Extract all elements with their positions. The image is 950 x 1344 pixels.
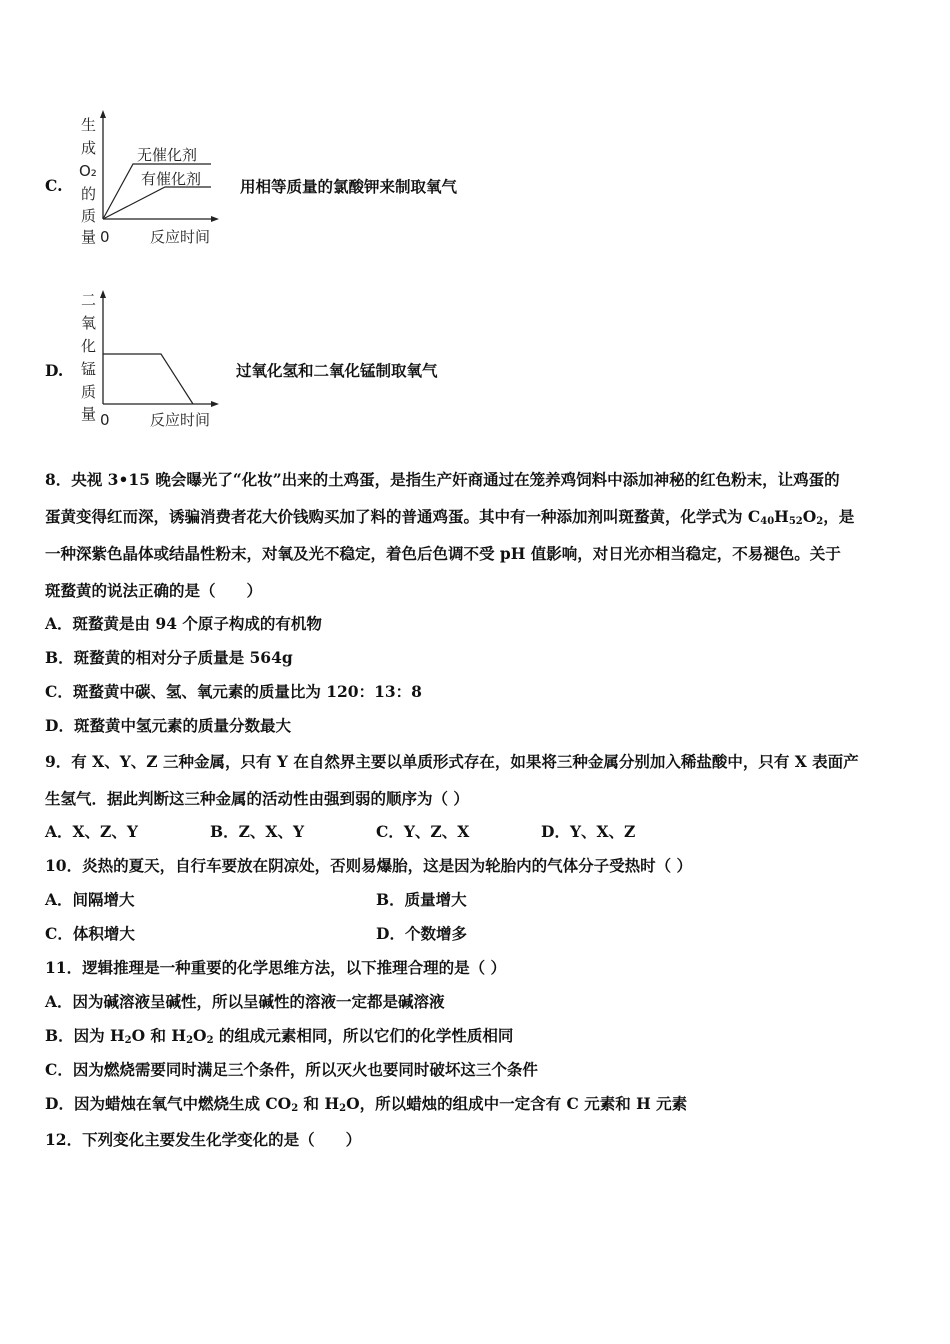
option-c-label: C.	[45, 176, 63, 195]
q8-line-2	[45, 498, 907, 535]
question-8-stem	[45, 461, 907, 609]
q11-d-sub1: 2	[291, 1103, 299, 1114]
option-d-graph	[75, 287, 225, 429]
q8-o: O	[802, 507, 817, 526]
q11-option-a: A．因为碱溶液呈碱性，所以呈碱性的溶液一定都是碱溶液	[45, 992, 445, 1011]
q11-d-post: O，所以蜡烛的组成中一定含有 C 元素和 H 元素	[346, 1094, 688, 1113]
c-origin: 0	[100, 228, 110, 246]
q10-stem: 10．炎热的夏天，自行车要放在阴凉处，否则易爆胎，这是因为轮胎内的气体分子受热时（ ）	[45, 856, 692, 875]
q9-option-a: A．X、Z、Y	[45, 822, 138, 841]
q11-b-pre: B．因为 H	[45, 1026, 125, 1045]
c-line2-label: 有催化剂	[141, 170, 202, 188]
c-ylabel-6: 量	[81, 228, 97, 246]
q10-option-b: B．质量增大	[376, 890, 467, 909]
q11-d-mid: 和 H	[298, 1094, 340, 1113]
q11-b-sub1: 2	[124, 1035, 132, 1046]
q11-b-sub2: 2	[186, 1035, 194, 1046]
q11-option-c: C．因为燃烧需要同时满足三个条件，所以灭火也要同时破坏这三个条件	[45, 1060, 538, 1079]
q11-b-post: 的组成元素相同，所以它们的化学性质相同	[213, 1026, 514, 1045]
c-ylabel-4: 的	[81, 185, 97, 203]
c-line-catalyst	[103, 187, 211, 219]
d-ylabel-6: 量	[81, 405, 97, 423]
q8-sub-h: 52	[788, 516, 803, 527]
option-c-description: 用相等质量的氯酸钾来制取氧气	[240, 177, 458, 196]
q8-sub-c: 40	[760, 516, 775, 527]
question-9-stem	[45, 743, 907, 817]
c-ylabel-3: O₂	[79, 162, 97, 180]
q11-d-pre: D．因为蜡烛在氧气中燃烧生成 CO	[45, 1094, 292, 1113]
q9-option-c: C．Y、Z、X	[376, 822, 470, 841]
q8-line-3: 一种深紫色晶体或结晶性粉末，对氧及光不稳定，着色后色调不受 pH 值影响，对日光亦相当稳定，不易褪色。关于	[45, 544, 841, 563]
q8-option-c: C．斑蝥黄中碳、氢、氧元素的质量比为 120：13：8	[45, 682, 422, 701]
d-line	[103, 354, 193, 404]
d-ylabel-5: 质	[81, 383, 97, 401]
option-d-label: D.	[45, 361, 64, 380]
c-ylabel-5: 质	[81, 207, 97, 225]
c-xlabel: 反应时间	[150, 228, 211, 246]
q8-option-d: D．斑蝥黄中氢元素的质量分数最大	[45, 716, 291, 735]
d-ylabel-3: 化	[81, 337, 97, 355]
q11-option-b	[45, 1026, 513, 1046]
q11-stem: 11．逻辑推理是一种重要的化学思维方法，以下推理合理的是（ ）	[45, 958, 506, 977]
q8-line2-post: ，是	[823, 507, 855, 526]
q8-line-1: 8．央视 3•15 晚会曝光了“化妆”出来的土鸡蛋，是指生产奸商通过在笼养鸡饲料中添加神秘的红色粉末，让鸡蛋的	[45, 470, 840, 489]
q12-stem: 12．下列变化主要发生化学变化的是（ ）	[45, 1130, 362, 1149]
q11-b-mid2: O	[193, 1026, 207, 1045]
c-ylabel-1: 生	[81, 116, 97, 134]
q8-option-b: B．斑蝥黄的相对分子质量是 564g	[45, 648, 293, 667]
q8-h: H	[774, 507, 789, 526]
d-y-arrow	[100, 290, 106, 298]
q10-option-d: D．个数增多	[376, 924, 467, 943]
q10-option-a: A．间隔增大	[45, 890, 135, 909]
q11-d-sub2: 2	[339, 1103, 347, 1114]
d-ylabel-4: 锰	[81, 360, 97, 378]
q9-line-2: 生氢气．据此判断这三种金属的活动性由强到弱的顺序为（ ）	[45, 789, 469, 808]
q11-b-sub3: 2	[206, 1035, 214, 1046]
q9-option-b: B．Z、X、Y	[210, 822, 305, 841]
d-x-arrow	[211, 401, 219, 407]
q9-option-d: D．Y、X、Z	[541, 822, 636, 841]
c-line1-label: 无催化剂	[137, 146, 198, 164]
q8-line2-text: 蛋黄变得红而深，诱骗消费者花大价钱购买加了料的普通鸡蛋。其中有一种添加剂叫斑蝥黄，化学式为 C	[45, 507, 761, 526]
c-ylabel-2: 成	[81, 139, 97, 157]
q8-line-4: 斑蝥黄的说法正确的是（ ）	[45, 581, 263, 600]
q11-option-d	[45, 1094, 687, 1114]
d-xlabel: 反应时间	[150, 411, 211, 429]
q9-line-1: 9．有 X、Y、Z 三种金属，只有 Y 在自然界主要以单质形式存在，如果将三种金属分别加入稀盐酸中，只有 X 表面产	[45, 752, 859, 771]
q11-b-mid1: O 和 H	[131, 1026, 187, 1045]
option-d-description: 过氧化氢和二氧化锰制取氧气	[236, 361, 438, 380]
option-c-graph	[75, 108, 225, 250]
d-origin: 0	[100, 411, 110, 429]
q8-sub-o: 2	[816, 516, 824, 527]
d-ylabel-1: 二	[81, 291, 97, 309]
c-y-arrow	[100, 110, 106, 118]
q10-option-c: C．体积增大	[45, 924, 135, 943]
d-ylabel-2: 氧	[81, 314, 97, 332]
q8-option-a: A．斑蝥黄是由 94 个原子构成的有机物	[45, 614, 322, 633]
c-x-arrow	[211, 216, 219, 222]
